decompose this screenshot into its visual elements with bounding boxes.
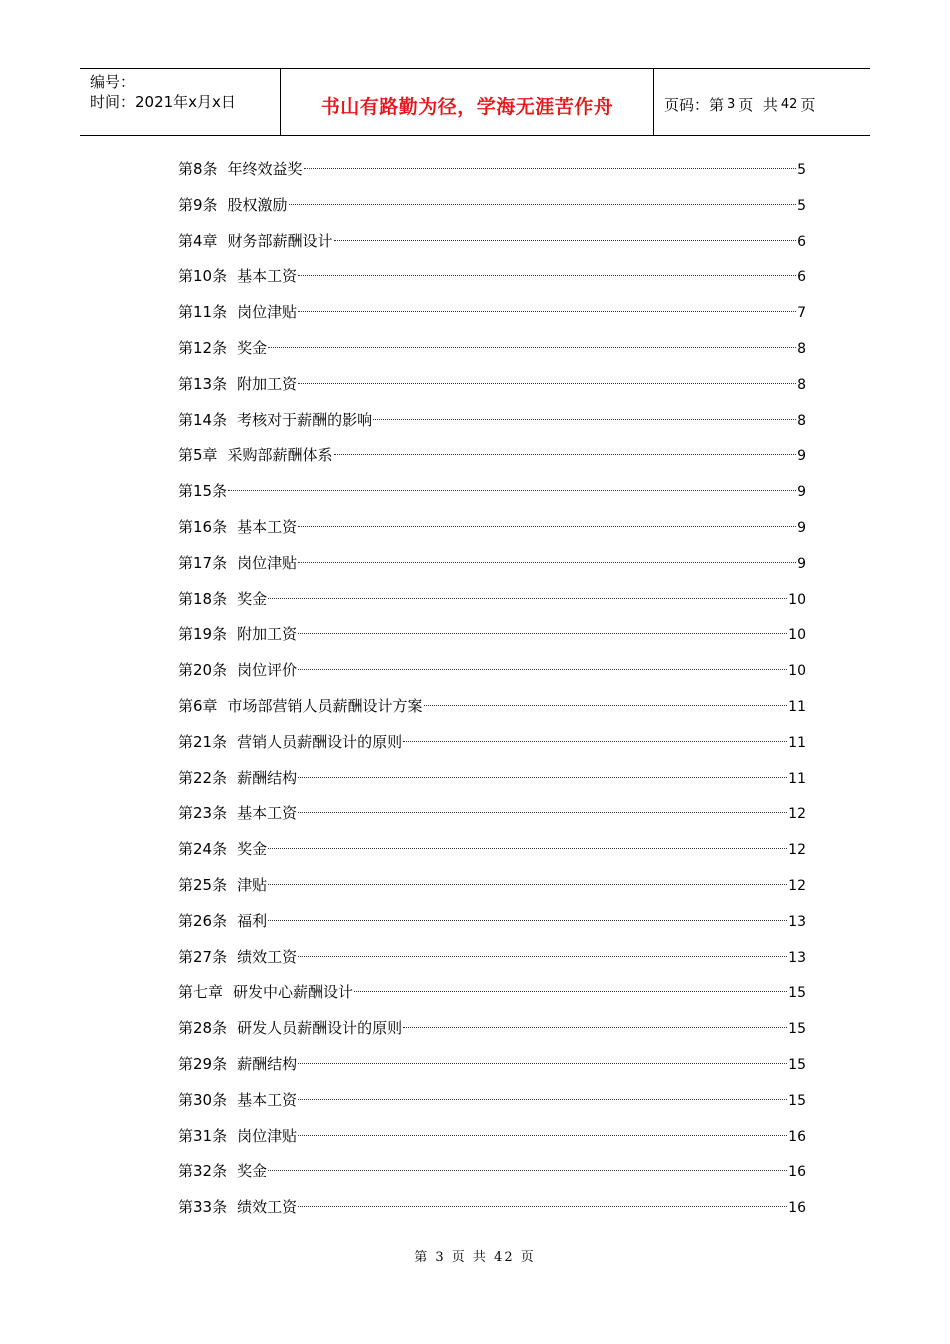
toc-dot-leader [298,526,796,527]
toc-entry-heading: 第24条 [178,840,228,859]
toc-entry-page: 9 [797,448,806,465]
toc-entry-heading: 第11条 [178,303,228,322]
toc-entry[interactable] [178,367,806,403]
toc-entry-title: 基本工资 [237,804,298,823]
toc-entry-heading: 第13条 [178,374,228,393]
toc-entry-heading: 第28条 [178,1019,228,1038]
toc-entry-title: 薪酬结构 [237,768,298,787]
toc-entry-page: 6 [797,233,806,250]
toc-dot-leader [268,1170,787,1171]
toc-dot-leader [298,275,796,276]
toc-dot-leader [424,705,788,706]
toc-dot-leader [268,347,796,348]
toc-entry[interactable] [178,438,806,474]
toc-dot-leader [268,598,787,599]
toc-dot-leader [334,454,797,455]
toc-entry-page: 16 [788,1200,806,1217]
toc-entry-heading: 第22条 [178,768,228,787]
toc-entry-title: 年终效益奖 [227,160,303,178]
toc-entry-heading: 第8条 [178,160,218,178]
toc-entry[interactable] [178,1083,806,1119]
toc-entry-page: 16 [788,1164,806,1181]
toc-entry-page: 9 [797,555,806,572]
toc-entry-page: 12 [788,877,806,894]
toc-entry-page: 6 [797,269,806,286]
toc-entry-title: 采购部薪酬体系 [227,446,333,465]
toc-entry-title: 研发人员薪酬设计的原则 [237,1019,403,1038]
toc-entry[interactable] [178,474,806,510]
toc-entry-heading: 第33条 [178,1198,228,1217]
toc-entry-title: 营销人员薪酬设计的原则 [237,732,403,751]
toc-entry-title: 市场部营销人员薪酬设计方案 [227,696,423,715]
toc-entry[interactable] [178,259,806,295]
toc-entry-heading: 第17条 [178,553,228,572]
toc-entry[interactable] [178,868,806,904]
toc-entry-title: 基本工资 [237,1090,298,1109]
toc-entry-title: 研发中心薪酬设计 [233,983,354,1002]
toc-entry[interactable] [178,1011,806,1047]
toc-entry-heading: 第12条 [178,338,228,357]
toc-entry-title: 绩效工资 [237,1198,298,1217]
toc-entry-title: 奖金 [237,840,268,859]
toc-entry[interactable] [178,1190,806,1226]
toc-entry[interactable] [178,832,806,868]
toc-entry[interactable] [178,761,806,797]
toc-entry-heading: 第14条 [178,410,228,429]
toc-entry-heading: 第26条 [178,911,228,930]
toc-entry-heading: 第25条 [178,875,228,894]
toc-entry-title: 奖金 [237,589,268,608]
toc-dot-leader [298,1135,787,1136]
toc-entry-title: 奖金 [237,338,268,357]
header-meta-cell [80,69,281,135]
toc-entry-heading: 第9条 [178,195,218,214]
toc-entry-heading: 第七章 [178,983,224,1002]
toc-entry[interactable] [178,403,806,439]
toc-entry-page: 10 [788,627,806,644]
toc-entry-heading: 第18条 [178,589,228,608]
toc-entry-page: 13 [788,949,806,966]
header-page-cell [654,69,870,135]
toc-entry[interactable] [178,1119,806,1155]
toc-dot-leader [298,383,796,384]
toc-entry-page: 10 [788,591,806,608]
toc-entry-page: 11 [788,770,806,787]
toc-dot-leader [298,1206,787,1207]
toc-entry[interactable] [178,582,806,618]
toc-entry-title: 奖金 [237,1162,268,1181]
toc-entry[interactable] [178,689,806,725]
toc-entry[interactable] [178,1047,806,1083]
toc-entry-heading: 第30条 [178,1090,228,1109]
toc-dot-leader [268,884,787,885]
toc-dot-leader [298,633,787,634]
toc-dot-leader [334,240,797,241]
toc-entry-title: 津贴 [237,875,268,894]
toc-entry-page: 11 [788,698,806,715]
toc-entry-heading: 第10条 [178,267,228,286]
toc-entry-page: 16 [788,1128,806,1145]
toc-dot-leader [373,419,796,420]
toc-entry[interactable] [178,940,806,976]
toc-entry-page: 15 [788,1021,806,1038]
toc-entry[interactable] [178,617,806,653]
toc-dot-leader [298,562,796,563]
header-motto: 书山有路勤为径，学海无涯苦作舟 [320,95,614,118]
toc-entry-page: 8 [797,340,806,357]
page-header [80,68,870,136]
toc-entry-heading: 第32条 [178,1162,228,1181]
toc-entry-page: 8 [797,376,806,393]
toc-entry[interactable] [178,904,806,940]
toc-entry-heading: 第27条 [178,947,228,966]
toc-entry[interactable] [178,188,806,224]
toc-dot-leader [403,741,787,742]
toc-entry-page: 15 [788,1092,806,1109]
toc-dot-leader [268,920,787,921]
header-page-mid: 页 共 [738,95,778,114]
toc-entry-page: 15 [788,1056,806,1073]
toc-dot-leader [354,991,787,992]
toc-entry[interactable] [178,510,806,546]
toc-dot-leader [298,956,787,957]
toc-entry-title: 基本工资 [237,267,298,286]
toc-entry-page: 15 [788,985,806,1002]
toc-entry-title: 岗位津贴 [237,553,298,572]
toc-entry-title: 财务部薪酬设计 [227,231,333,250]
toc-entry[interactable] [178,224,806,260]
toc-entry-page: 7 [797,305,806,322]
table-of-contents [178,152,806,1226]
toc-entry-heading: 第31条 [178,1126,228,1145]
toc-entry-page: 5 [797,197,806,214]
toc-entry-title: 岗位评价 [237,661,298,680]
toc-entry-title: 薪酬结构 [237,1054,298,1073]
toc-entry-heading: 第4章 [178,231,218,250]
toc-entry-title: 附加工资 [237,625,298,644]
toc-entry-page: 10 [788,663,806,680]
toc-dot-leader [304,168,797,169]
toc-entry-page: 8 [797,412,806,429]
toc-entry[interactable] [178,295,806,331]
header-motto-cell [281,69,654,135]
toc-dot-leader [268,848,787,849]
toc-entry-title: 基本工资 [237,517,298,536]
toc-entry-title: 股权激励 [227,195,288,214]
toc-entry[interactable] [178,975,806,1011]
toc-dot-leader [298,1063,787,1064]
toc-dot-leader [298,669,787,670]
toc-entry-page: 12 [788,842,806,859]
toc-entry[interactable] [178,1154,806,1190]
toc-dot-leader [298,311,796,312]
toc-entry-page: 11 [788,734,806,751]
toc-entry-heading: 第5章 [178,446,218,465]
toc-entry-heading: 第23条 [178,804,228,823]
toc-dot-leader [298,812,787,813]
toc-entry[interactable] [178,796,806,832]
toc-dot-leader [289,204,797,205]
header-page-prefix: 页码：第 [664,95,725,114]
toc-entry-heading: 第29条 [178,1054,228,1073]
toc-entry-page: 9 [797,484,806,501]
page-footer: 第 3 页 共 42 页 [414,1250,536,1265]
toc-entry-title: 岗位津贴 [237,303,298,322]
toc-entry-title: 考核对于薪酬的影响 [237,410,373,429]
toc-entry[interactable] [178,331,806,367]
toc-entry-heading: 第19条 [178,625,228,644]
toc-entry[interactable] [178,152,806,188]
toc-entry-title: 附加工资 [237,374,298,393]
toc-entry[interactable] [178,725,806,761]
toc-entry-heading: 第21条 [178,732,228,751]
header-page-suffix: 页 [800,95,816,114]
toc-entry-heading: 第16条 [178,517,228,536]
toc-entry-page: 12 [788,806,806,823]
toc-entry-heading: 第6章 [178,696,218,715]
toc-entry-title: 岗位津贴 [237,1126,298,1145]
toc-entry[interactable] [178,653,806,689]
toc-entry[interactable] [178,546,806,582]
toc-dot-leader [228,490,796,491]
toc-entry-page: 5 [797,162,806,178]
header-number-label: 编号： [90,73,136,91]
toc-dot-leader [403,1027,787,1028]
toc-entry-page: 9 [797,519,806,536]
toc-entry-heading: 第20条 [178,661,228,680]
toc-entry-title: 绩效工资 [237,947,298,966]
toc-dot-leader [298,777,787,778]
toc-dot-leader [298,1099,787,1100]
header-time-label: 时间：2021年x月x日 [90,93,236,111]
header-page-total: 42 [780,96,798,112]
header-page-current: 3 [727,96,736,112]
toc-entry-page: 13 [788,913,806,930]
toc-entry-title: 福利 [237,911,268,930]
toc-entry-heading: 第15条 [178,482,228,501]
